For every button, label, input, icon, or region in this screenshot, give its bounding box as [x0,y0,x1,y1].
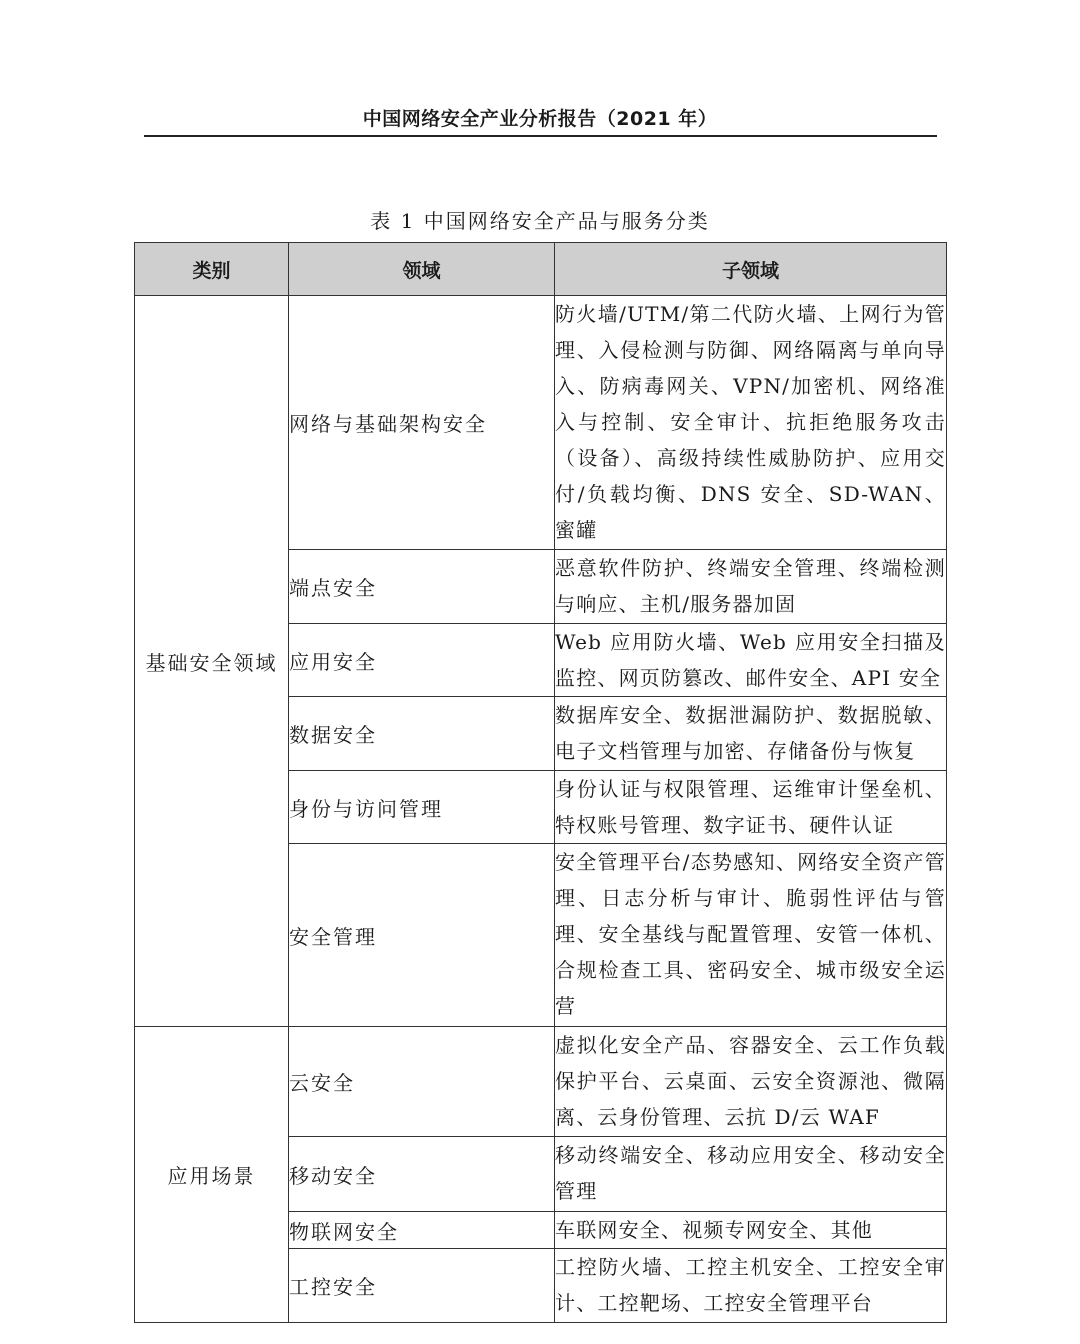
domain-cell: 工控安全 [289,1249,555,1323]
domain-cell: 身份与访问管理 [289,771,555,844]
subdomain-cell: 身份认证与权限管理、运维审计堡垒机、特权账号管理、数字证书、硬件认证 [555,771,947,844]
subdomain-cell: 工控防火墙、工控主机安全、工控安全审计、工控靶场、工控安全管理平台 [555,1249,947,1323]
domain-cell: 网络与基础架构安全 [289,296,555,550]
subdomain-cell: 安全管理平台/态势感知、网络安全资产管理、日志分析与审计、脆弱性评估与管理、安全基线与配置管理、安管一体机、合规检查工具、密码安全、城市级安全运营 [555,844,947,1027]
domain-cell: 端点安全 [289,550,555,624]
table-row [135,1027,947,1137]
column-header-subdomain: 子领域 [555,243,947,296]
domain-cell: 安全管理 [289,844,555,1027]
table-caption: 表 1 中国网络安全产品与服务分类 [370,209,710,233]
domain-cell: 物联网安全 [289,1212,555,1249]
category-cell: 基础安全领域 [135,296,289,1027]
subdomain-cell: 虚拟化安全产品、容器安全、云工作负载保护平台、云桌面、云安全资源池、微隔离、云身份管理、云抗 D/云 WAF [555,1027,947,1137]
classification-table [134,242,947,1323]
subdomain-cell: 防火墙/UTM/第二代防火墙、上网行为管理、入侵检测与防御、网络隔离与单向导入、防病毒网关、VPN/加密机、网络准入与控制、安全审计、抗拒绝服务攻击（设备）、高级持续性威胁防护、应用交付/负载均衡、DNS 安全、SD-WAN、蜜罐 [555,296,947,550]
table-header-row [135,243,947,296]
category-cell: 应用场景 [135,1027,289,1323]
header-divider [144,135,937,137]
domain-cell: 移动安全 [289,1137,555,1212]
subdomain-cell: 车联网安全、视频专网安全、其他 [555,1212,947,1249]
subdomain-cell: 数据库安全、数据泄漏防护、数据脱敏、电子文档管理与加密、存储备份与恢复 [555,697,947,771]
page-header: 中国网络安全产业分析报告（2021 年） [362,108,718,130]
domain-cell: 应用安全 [289,624,555,697]
subdomain-cell: 移动终端安全、移动应用安全、移动安全管理 [555,1137,947,1212]
domain-cell: 数据安全 [289,697,555,771]
subdomain-cell: 恶意软件防护、终端安全管理、终端检测与响应、主机/服务器加固 [555,550,947,624]
subdomain-cell: Web 应用防火墙、Web 应用安全扫描及监控、网页防篡改、邮件安全、API 安全 [555,624,947,697]
table-row [135,296,947,550]
domain-cell: 云安全 [289,1027,555,1137]
column-header-category: 类别 [135,243,289,296]
column-header-domain: 领域 [289,243,555,296]
